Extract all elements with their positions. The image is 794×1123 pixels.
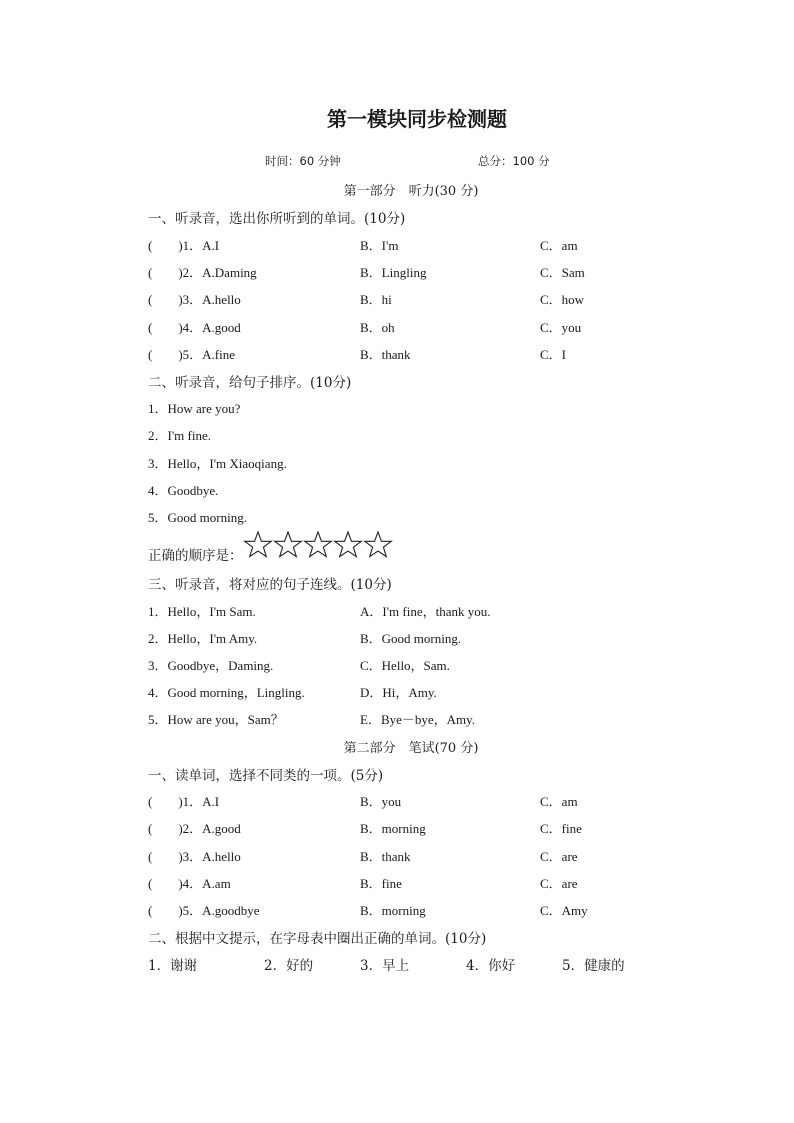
option-a: ( )4．A.good	[148, 320, 241, 335]
hint-word: 1．谢谢	[148, 958, 198, 974]
part2-q1-title: 一、读单词，选择不同类的一项。(5分)	[148, 768, 384, 784]
match-left: 4．Good morning，Lingling.	[148, 685, 305, 700]
option-a: ( )5．A.fine	[148, 347, 236, 362]
option-c: C．you	[540, 320, 582, 335]
option-c: C．am	[540, 238, 578, 253]
option-b: B．I'm	[360, 238, 399, 253]
matching-row	[148, 601, 748, 621]
total-score: 总分：100 分	[478, 154, 550, 168]
matching-row	[148, 682, 748, 702]
option-b: B．fine	[360, 876, 402, 891]
option-b: B．hi	[360, 292, 392, 307]
option-c: C．how	[540, 292, 585, 307]
option-c: C．am	[540, 794, 578, 809]
part1-q1-title: 一、听录音，选出你所听到的单词。(10分)	[148, 211, 406, 227]
part1-q2-title: 二、听录音，给句子排序。(10分)	[148, 375, 352, 391]
part2-q1-row	[148, 873, 748, 893]
part1-q1-row	[148, 317, 748, 337]
matching-row	[148, 655, 748, 675]
match-right: D．Hi，Amy.	[360, 685, 437, 700]
option-a: ( )1．A.I	[148, 238, 220, 253]
sentence-line: 5．Good morning.	[148, 510, 247, 525]
hint-word: 5．健康的	[562, 958, 625, 974]
option-b: B．you	[360, 794, 402, 809]
star-answer-box-icon[interactable]	[273, 530, 303, 560]
option-b: B．oh	[360, 320, 395, 335]
part2-q1-row	[148, 846, 748, 866]
part2-q1-row	[148, 791, 748, 811]
sentence-line: 3．Hello，I'm Xiaoqiang.	[148, 456, 287, 471]
match-right: A．I'm fine，thank you.	[360, 604, 491, 619]
part1-q1-row	[148, 262, 748, 282]
part1-q1-row	[148, 344, 748, 364]
option-c: C．I	[540, 347, 567, 362]
option-c: C．fine	[540, 821, 582, 836]
option-a: ( )3．A.hello	[148, 292, 241, 307]
part2-q1-row	[148, 818, 748, 838]
hint-word: 3．早上	[360, 958, 410, 974]
star-answer-box-icon[interactable]	[363, 530, 393, 560]
part1-q1-row	[148, 289, 748, 309]
sentence-line: 2．I'm fine.	[148, 428, 211, 443]
match-left: 2．Hello，I'm Amy.	[148, 631, 258, 646]
option-b: B．morning	[360, 821, 426, 836]
option-b: B．thank	[360, 347, 411, 362]
part1-q3-title: 三、听录音，将对应的句子连线。(10分)	[148, 577, 392, 593]
star-answer-box-icon[interactable]	[243, 530, 273, 560]
option-a: ( )1．A.I	[148, 794, 220, 809]
hint-word: 2．好的	[264, 958, 314, 974]
part1-q1-row	[148, 235, 748, 255]
option-a: ( )5．A.goodbye	[148, 903, 260, 918]
sentence-line: 4．Goodbye.	[148, 483, 219, 498]
option-c: C．are	[540, 849, 578, 864]
match-right: C．Hello，Sam.	[360, 658, 450, 673]
part1-heading: 第一部分 听力(30 分)	[343, 184, 479, 199]
option-a: ( )2．A.good	[148, 821, 241, 836]
option-c: C．Sam	[540, 265, 585, 280]
part2-q1-row	[148, 900, 748, 920]
option-c: C．are	[540, 876, 578, 891]
answer-stars	[243, 530, 393, 560]
star-answer-box-icon[interactable]	[303, 530, 333, 560]
matching-row	[148, 709, 748, 729]
sentence-line: 1．How are you?	[148, 401, 241, 416]
option-c: C．Amy	[540, 903, 588, 918]
match-right: B．Good morning.	[360, 631, 462, 646]
time-limit: 时间：60 分钟	[265, 154, 341, 168]
option-a: ( )3．A.hello	[148, 849, 241, 864]
order-label: 正确的顺序是：	[148, 548, 243, 564]
star-answer-box-icon[interactable]	[333, 530, 363, 560]
option-b: B．morning	[360, 903, 426, 918]
match-left: 3．Goodbye，Daming.	[148, 658, 274, 673]
part2-heading: 第二部分 笔试(70 分)	[343, 741, 479, 756]
part2-q2-title: 二、根据中文提示，在字母表中圈出正确的单词。(10分)	[148, 931, 487, 947]
match-right: E．Bye－bye，Amy.	[360, 712, 476, 727]
option-b: B．thank	[360, 849, 411, 864]
match-left: 5．How are you，Sam？	[148, 712, 284, 727]
option-b: B．Lingling	[360, 265, 427, 280]
option-a: ( )2．A.Daming	[148, 265, 257, 280]
option-a: ( )4．A.am	[148, 876, 231, 891]
page-title: 第一模块同步检测题	[327, 107, 507, 131]
matching-row	[148, 628, 748, 648]
hint-word: 4．你好	[466, 958, 516, 974]
match-left: 1．Hello，I'm Sam.	[148, 604, 256, 619]
